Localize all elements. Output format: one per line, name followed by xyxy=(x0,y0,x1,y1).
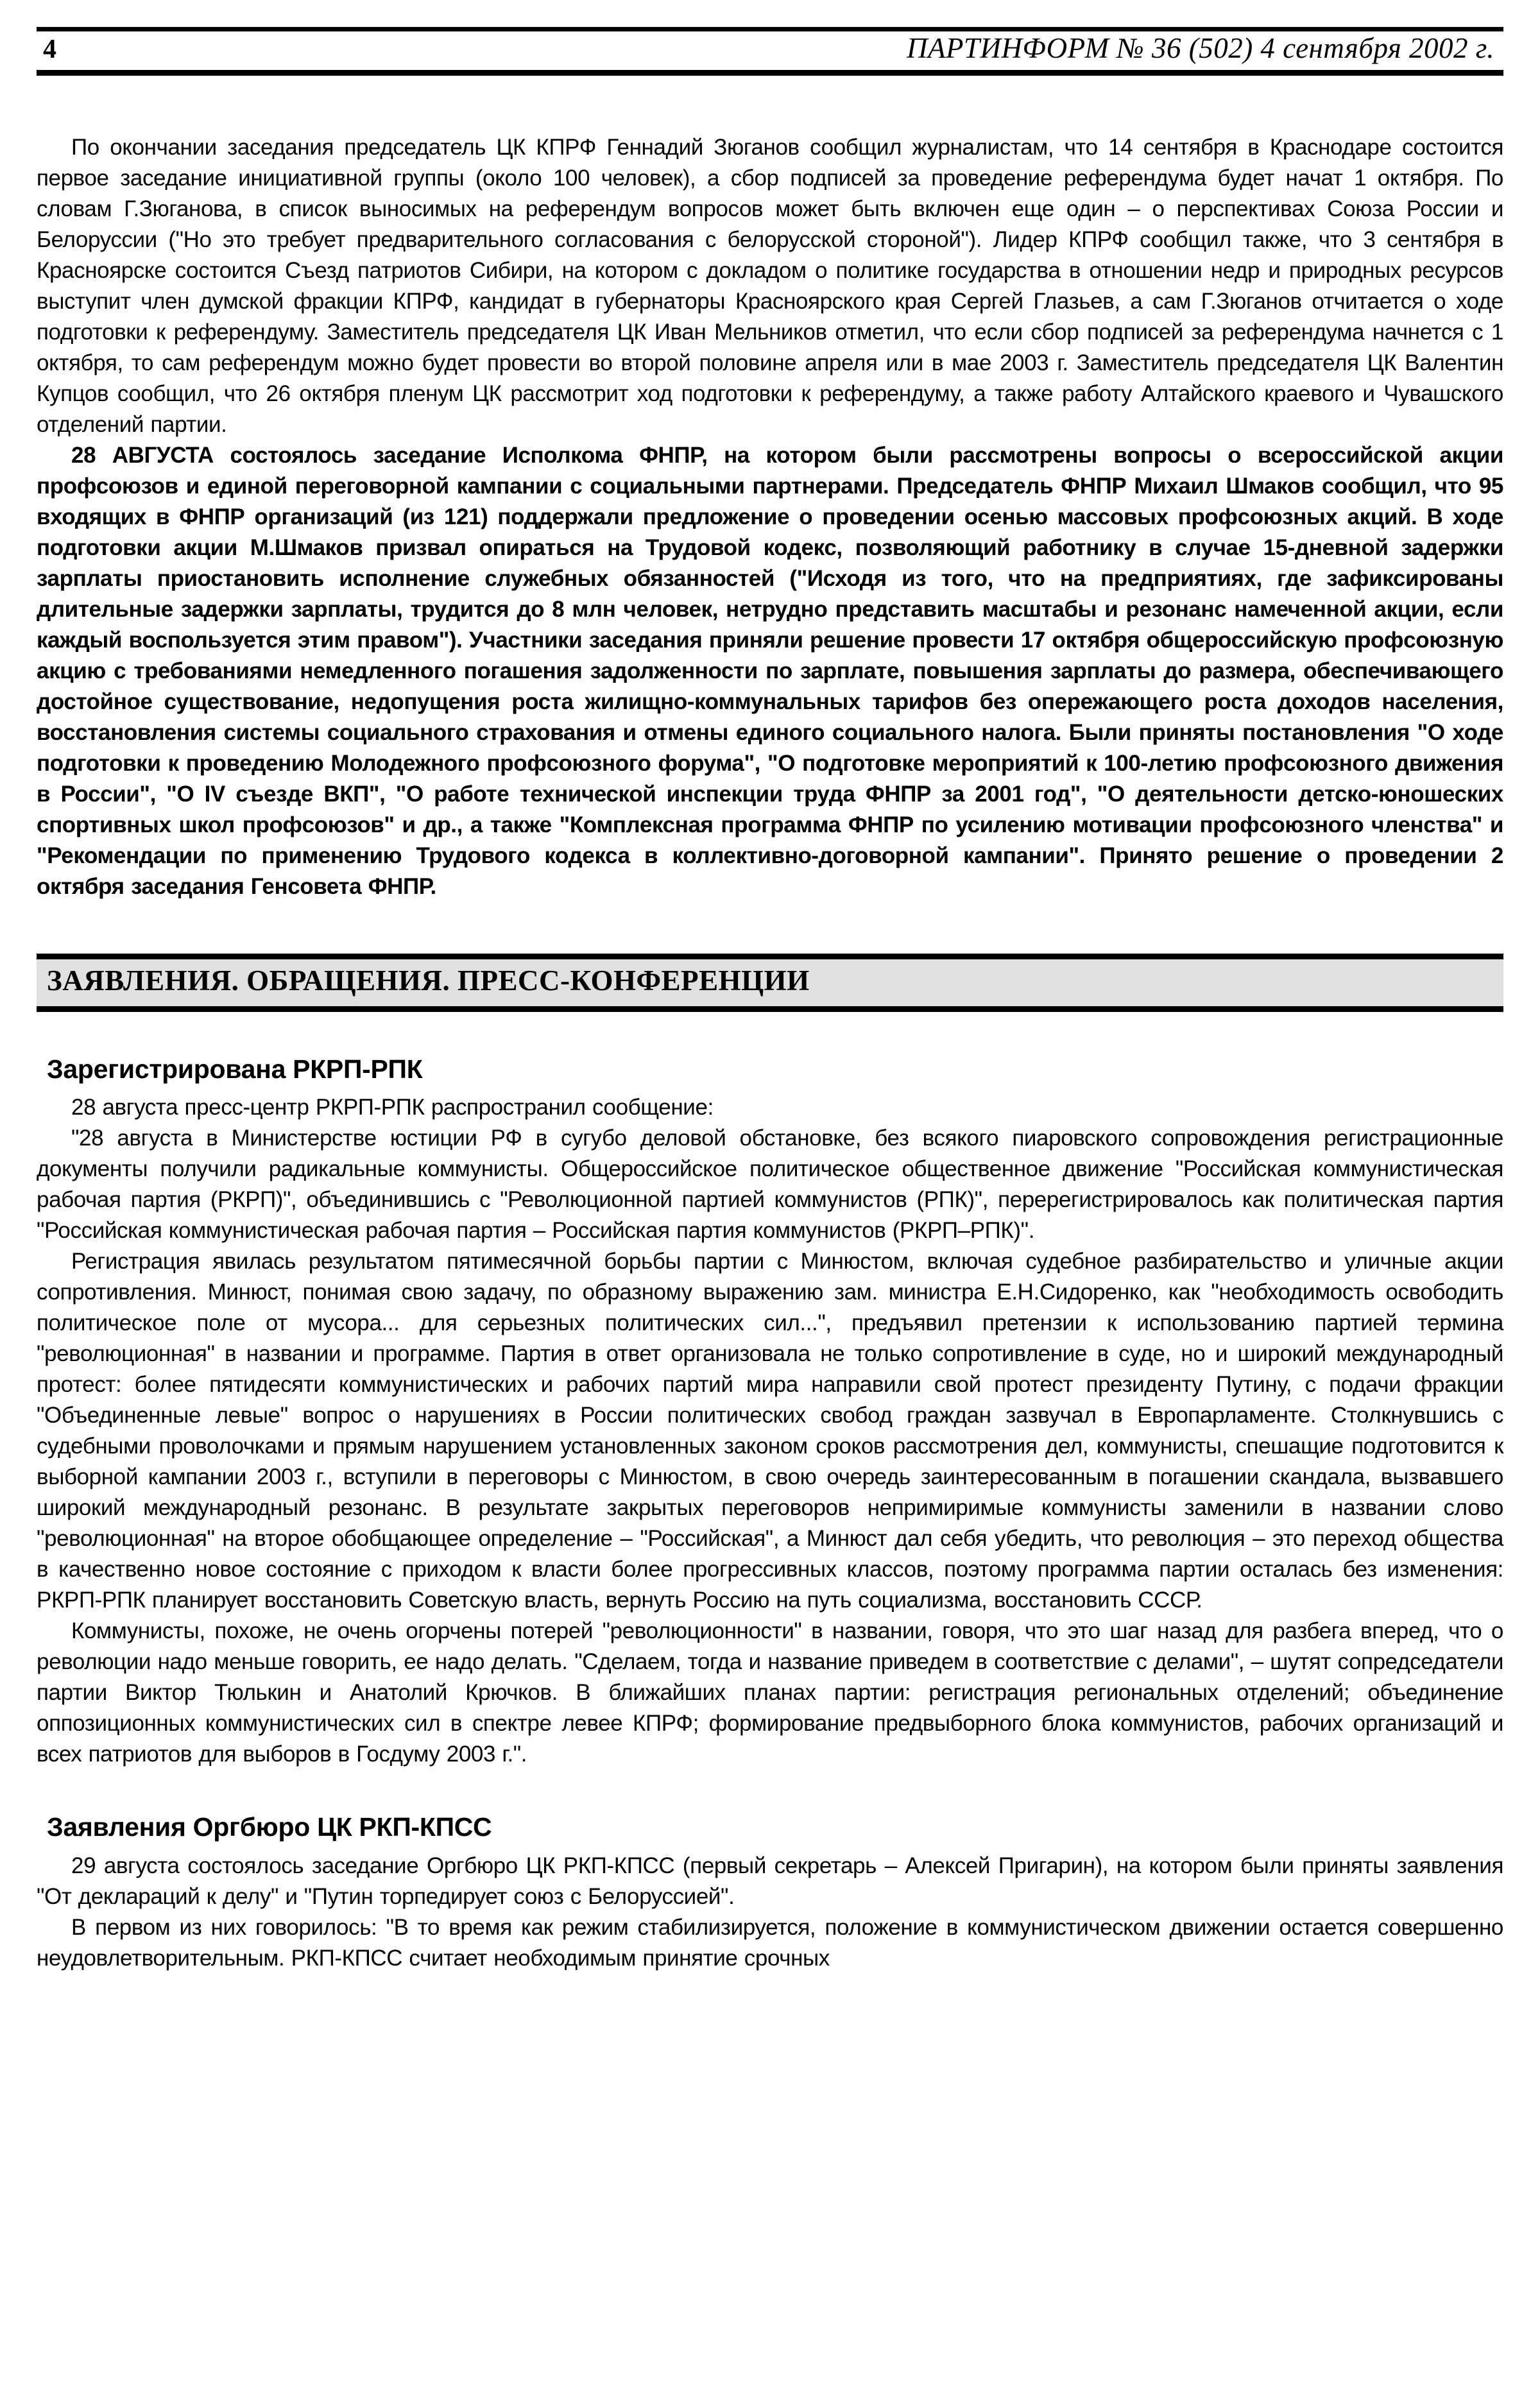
page-body xyxy=(37,132,1503,1974)
article-paragraph: "28 августа в Министерстве юстиции РФ в сугубо деловой обстановке, без всякого пиаровского сопровождения регистрационные документы получили радикальные коммунисты. Общероссийское политическое общественное движение "Российская коммунистическая рабочая партия (РКРП)", объединившись с "Революционной партией коммунистов (РПК)", перерегистрировалось как политическая партия "Российская коммунистическая рабочая партия – Российская партия коммунистов (РКРП–РПК)". xyxy=(37,1126,1503,1244)
section-title: ЗАЯВЛЕНИЯ. ОБРАЩЕНИЯ. ПРЕСС-КОНФЕРЕНЦИИ xyxy=(47,964,810,997)
article-paragraph: Коммунисты, похоже, не очень огорчены потерей "революционности" в названии, говоря, что это шаг назад для разбега вперед, что о революции надо меньше говорить, ее надо делать. "Сделаем, тогда и название приведем в соответствие с делами", – шутят сопредседатели партии Виктор Тюлькин и Анатолий Крючков. В ближайших планах партии: регистрация региональных отделений; объединение оппозиционных коммунистических сил в спектре левее КПРФ; формирование предвыборного блока коммунистов, рабочих организаций и всех патриотов для выборов в Госдуму 2003 г.". xyxy=(37,1618,1503,1767)
lead-paragraph-kprf: По окончании заседания председатель ЦК КПРФ Геннадий Зюганов сообщил журналистам, что 14 сентября в Краснодаре состоится первое заседание инициативной группы (около 100 человек), а сбор подписей за проведение референдума будет начат 1 октября. По словам Г.Зюганова, в список выносимых на референдум вопросов может быть включен еще один – о перспективах Союза России и Белоруссии ("Но это требует предварительного согласования с белорусской стороной"). Лидер КПРФ сообщил также, что 3 сентября в Красноярске состоится Съезд патриотов Сибири, на котором с докладом о политике государства в отношении недр и природных ресурсов выступит член думской фракции КПРФ, кандидат в губернаторы Красноярского края Сергей Глазьев, а сам Г.Зюганов отчитается о ходе подготовки к референдуму. Заместитель председателя ЦК Иван Мельников отметил, что если сбор подписей за референдума начнется с 1 октября, то сам референдум можно будет провести во второй половине апреля или в мае 2003 г. Заместитель председателя ЦК Валентин Купцов сообщил, что 26 октября пленум ЦК рассмотрит ход подготовки к референдуму, а также работу Алтайского краевого и Чувашского отделений партии. xyxy=(37,134,1503,437)
article-paragraph: Регистрация явилась результатом пятимесячной борьбы партии с Минюстом, включая судебное разбирательство и уличные акции сопротивления. Минюст, понимая свою задачу, по образному выражению зам. министра Е.Н.Сидоренко, как "необходимость освободить политическое поле от мусора... для серьезных политических сил...", предъявил претензии к использованию партией термина "революционная" в названии и программе. Партия в ответ организовала не только сопротивление в суде, но и широкий международный протест: более пятидесяти коммунистических и рабочих партий мира направили свой протест президенту Путину, с подачи фракции "Объединенные левые" вопрос о нарушениях в России политических свобод граждан зазвучал в Европарламенте. Столкнувшись с судебными проволочками и прямым нарушением установленных законом сроков рассмотрения дел, коммунисты, спешащие подготовится к выборной кампании 2003 г., вступили в переговоры с Минюстом, в свою очередь заинтересованным в погашении скандала, вызвавшего широкий международный резонанс. В результате закрытых переговоров непримиримые коммунисты заменили в названии слово "революционная" на второе обобщающее определение – "Российская", а Минюст дал себя убедить, что революция – это переход общества в качественно новое состояние с приходом к власти более прогрессивных классов, поэтому программа партии осталась без изменения: РКРП-РПК планирует восстановить Советскую власть, вернуть Россию на путь социализма, восстановить СССР. xyxy=(37,1249,1503,1613)
article-heading-orgbyuro-rkp-kpss: Заявления Оргбюро ЦК РКП-КПСС xyxy=(47,1812,492,1842)
article-heading-rkrp-rpk: Зарегистрирована РКРП-РПК xyxy=(47,1054,423,1084)
lead-paragraph-fnpr: 28 АВГУСТА состоялось заседание Исполкома ФНПР, на котором были рассмотрены вопросы о всероссийской акции профсоюзов и единой переговорной кампании с социальными партнерами. Председатель ФНПР Михаил Шмаков сообщил, что 95 входящих в ФНПР организаций (из 121) поддержали предложение о проведении осенью массовых профсоюзных акций. В ходе подготовки акции М.Шмаков призвал опираться на Трудовой кодекс, позволяющий работнику в случае 15-дневной задержки зарплаты приостановить исполнение служебных обязанностей ("Исходя из того, что на предприятиях, где зафиксированы длительные задержки зарплаты, трудится до 8 млн человек, нетрудно представить масштабы и резонанс намеченной акции, если каждый воспользуется этим правом"). Участники заседания приняли решение провести 17 октября общероссийскую профсоюзную акцию с требованиями немедленного погашения задолженности по зарплате, повышения зарплаты до размера, обеспечивающего достойное существование, недопущения роста жилищно-коммунальных тарифов без опережающего роста доходов населения, восстановления системы социального страхования и отмены единого социального налога. Были приняты постановления "О ходе подготовки к проведению Молодежного профсоюзного форума", "О подготовке мероприятий к 100-летию профсоюзного движения в России", "О IV съезде ВКП", "О работе технической инспекции труда ФНПР за 2001 год", "О деятельности детско-юношеских спортивных школ профсоюзов" и др., а также "Комплексная программа ФНПР по усилению мотивации профсоюзного членства" и "Рекомендации по применению Трудового кодекса в коллективно-договорной кампании". Принято решение о проведении 2 октября заседания Генсовета ФНПР. xyxy=(37,442,1503,899)
article-paragraph: 28 августа пресс-центр РКРП-РПК распространил сообщение: xyxy=(71,1095,714,1120)
article-paragraph: 29 августа состоялось заседание Оргбюро ЦК РКП-КПСС (первый секретарь – Алексей Пригарин), на котором были приняты заявления "От деклараций к делу" и "Путин торпедирует союз с Белоруссией". xyxy=(37,1853,1503,1909)
section-header-bar xyxy=(37,954,1503,1013)
page-number: 4 xyxy=(43,35,56,64)
page-header xyxy=(37,27,1503,76)
newsletter-title: ПАРТИНФОРМ № 36 (502) 4 сентября 2002 г. xyxy=(906,32,1494,64)
article-paragraph: В первом из них говорилось: "В то время как режим стабилизируется, положение в коммунистическом движении остается совершенно неудовлетворительным. РКП-КПСС считает необходимым принятие срочных xyxy=(37,1914,1503,1971)
